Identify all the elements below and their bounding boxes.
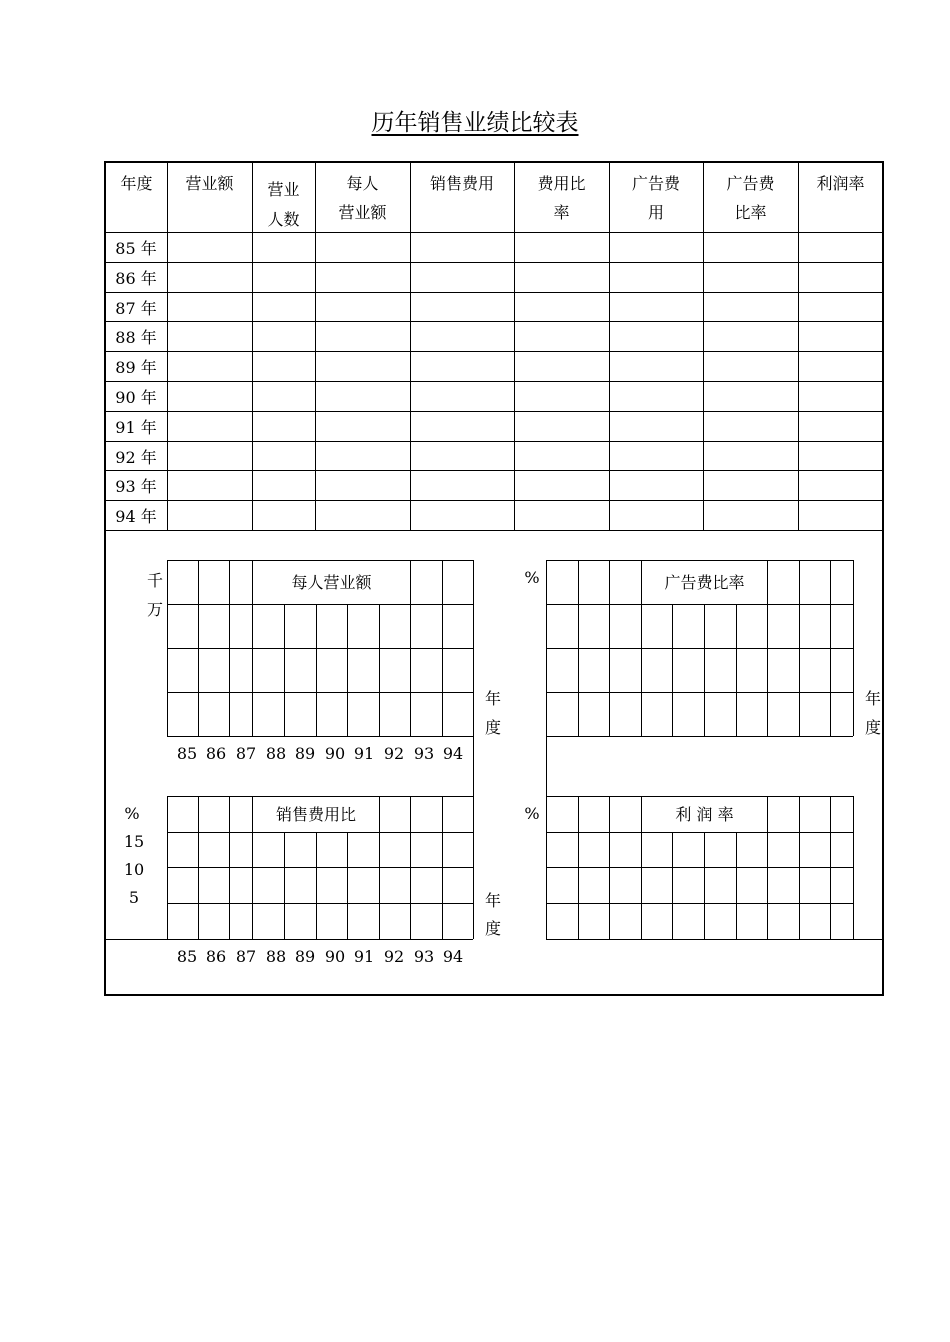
row-divider bbox=[106, 351, 883, 352]
chart-connector-line bbox=[473, 736, 474, 796]
chart-profit-rate-vline bbox=[609, 796, 610, 939]
chart-title: 销售费用比 bbox=[253, 797, 379, 832]
column-header: 营业额 bbox=[185, 174, 234, 193]
x-tick-label-year: 89 bbox=[294, 744, 316, 763]
row-label-year: 85 年 bbox=[115, 239, 157, 258]
column-header: 用 bbox=[647, 203, 664, 222]
document-title: 历年销售业绩比较表 bbox=[371, 110, 579, 136]
column-header: 广告费 bbox=[726, 174, 775, 193]
y-unit-label: % bbox=[524, 568, 540, 587]
chart-sales-per-person-vline bbox=[198, 560, 199, 736]
row-label-year: 89 年 bbox=[115, 358, 157, 378]
chart-profit-rate-vline bbox=[799, 796, 800, 939]
x-unit-label: 度 bbox=[864, 718, 881, 737]
x-tick-label-year: 90 bbox=[324, 744, 346, 763]
chart-profit-rate-hline bbox=[546, 867, 853, 868]
x-tick-label-year: 94 bbox=[442, 947, 464, 966]
row-divider bbox=[106, 262, 883, 263]
column-header: 广告费 bbox=[631, 174, 680, 193]
chart-profit-rate-vline bbox=[853, 796, 854, 939]
y-tick-label: 10 bbox=[123, 860, 145, 879]
chart-connector-line bbox=[546, 736, 547, 796]
row-divider bbox=[106, 321, 883, 322]
chart-profit-rate-hline bbox=[546, 939, 853, 940]
row-divider bbox=[106, 292, 883, 293]
chart-sales-expense-ratio-hline bbox=[167, 832, 473, 833]
x-tick-label-year: 93 bbox=[413, 947, 435, 966]
x-tick-label-year: 86 bbox=[205, 947, 227, 966]
chart-sales-expense-ratio-hline bbox=[167, 939, 473, 940]
y-tick-label: 15 bbox=[123, 832, 145, 851]
chart-sales-expense-ratio-vline bbox=[198, 796, 199, 939]
chart-ad-cost-ratio-vline bbox=[767, 560, 768, 736]
chart-profit-rate-hline bbox=[546, 903, 853, 904]
chart-ad-cost-ratio-hline bbox=[546, 604, 853, 605]
chart-ad-cost-ratio-vline bbox=[799, 560, 800, 736]
chart-ad-cost-ratio-vline bbox=[609, 560, 610, 736]
row-divider bbox=[106, 381, 883, 382]
chart-sales-per-person-hline bbox=[167, 736, 473, 737]
chart-sales-expense-ratio-vline bbox=[442, 796, 443, 939]
x-unit-label: 年 bbox=[864, 689, 881, 708]
x-tick-label-year: 85 bbox=[176, 744, 198, 763]
y-unit-label: % bbox=[524, 804, 540, 823]
column-header: 营业 bbox=[267, 180, 300, 199]
chart-title: 利 润 率 bbox=[642, 797, 767, 832]
chart-profit-rate-vline bbox=[546, 796, 547, 939]
row-divider bbox=[106, 441, 883, 442]
chart-profit-rate-vline bbox=[578, 796, 579, 939]
x-tick-label-year: 89 bbox=[294, 947, 316, 966]
x-tick-label-year: 93 bbox=[413, 744, 435, 763]
x-tick-label-year: 87 bbox=[235, 947, 257, 966]
chart-ad-cost-ratio-vline bbox=[830, 560, 831, 736]
chart-sales-per-person-hline bbox=[167, 692, 473, 693]
row-label-year: 91 年 bbox=[115, 417, 157, 437]
bottom-band-line bbox=[853, 939, 883, 940]
row-label-year: 92 年 bbox=[115, 447, 157, 467]
y-unit-label: % bbox=[124, 804, 140, 823]
chart-sales-per-person-vline bbox=[167, 560, 168, 736]
chart-sales-per-person-vline bbox=[473, 560, 474, 736]
y-unit-label: 千 bbox=[146, 571, 163, 590]
row-label-year: 86 年 bbox=[115, 268, 157, 288]
x-tick-label-year: 92 bbox=[383, 744, 405, 763]
chart-profit-rate-vline bbox=[830, 796, 831, 939]
row-label-year: 88 年 bbox=[115, 328, 157, 348]
chart-ad-cost-ratio-vline bbox=[546, 560, 547, 736]
chart-sales-expense-ratio-vline bbox=[379, 796, 380, 939]
chart-ad-cost-ratio-vline bbox=[578, 560, 579, 736]
chart-sales-per-person-vline bbox=[229, 560, 230, 736]
chart-sales-expense-ratio-hline bbox=[167, 867, 473, 868]
row-label-year: 90 年 bbox=[115, 388, 157, 407]
y-tick-label: 5 bbox=[128, 888, 140, 907]
chart-sales-expense-ratio-vline bbox=[473, 796, 474, 939]
column-header: 年度 bbox=[120, 174, 153, 193]
x-tick-label-year: 88 bbox=[265, 947, 287, 966]
table-bottom-line bbox=[106, 530, 883, 531]
row-label-year: 94 年 bbox=[115, 507, 157, 527]
chart-sales-per-person-hline bbox=[167, 648, 473, 649]
chart-ad-cost-ratio-hline bbox=[546, 648, 853, 649]
row-label-year: 87 年 bbox=[115, 298, 157, 318]
column-divider bbox=[798, 163, 799, 530]
chart-sales-expense-ratio-vline bbox=[410, 796, 411, 939]
x-tick-label-year: 86 bbox=[205, 744, 227, 763]
x-tick-label-year: 92 bbox=[383, 947, 405, 966]
row-divider bbox=[106, 500, 883, 501]
x-unit-label: 度 bbox=[484, 718, 501, 737]
chart-title: 广告费比率 bbox=[642, 561, 767, 604]
x-tick-label-year: 85 bbox=[176, 947, 198, 966]
x-tick-label-year: 88 bbox=[265, 744, 287, 763]
x-tick-label-year: 94 bbox=[442, 744, 464, 763]
row-divider bbox=[106, 411, 883, 412]
column-header: 费用比 bbox=[537, 174, 586, 193]
chart-title: 每人营业额 bbox=[253, 561, 410, 604]
column-header: 利润率 bbox=[816, 174, 865, 193]
header-divider bbox=[106, 232, 883, 233]
chart-ad-cost-ratio-hline bbox=[546, 736, 853, 737]
x-tick-label-year: 90 bbox=[324, 947, 346, 966]
chart-ad-cost-ratio-vline bbox=[853, 560, 854, 736]
column-header: 每人 bbox=[346, 174, 379, 193]
chart-sales-per-person-vline bbox=[442, 560, 443, 736]
x-unit-label: 度 bbox=[484, 919, 501, 938]
x-tick-label-year: 91 bbox=[353, 744, 375, 763]
row-divider bbox=[106, 470, 883, 471]
column-divider bbox=[167, 163, 168, 530]
chart-ad-cost-ratio-hline bbox=[546, 692, 853, 693]
y-unit-label: 万 bbox=[146, 600, 163, 619]
column-divider bbox=[410, 163, 411, 530]
x-tick-label-year: 91 bbox=[353, 947, 375, 966]
chart-sales-per-person-hline bbox=[167, 604, 473, 605]
column-header: 人数 bbox=[267, 210, 300, 229]
chart-sales-expense-ratio-vline bbox=[167, 796, 168, 939]
chart-sales-expense-ratio-hline bbox=[167, 903, 473, 904]
x-tick-label-year: 87 bbox=[235, 744, 257, 763]
x-unit-label: 年 bbox=[484, 689, 501, 708]
chart-sales-per-person-vline bbox=[410, 560, 411, 736]
chart-sales-expense-ratio-vline bbox=[229, 796, 230, 939]
bottom-band-line bbox=[106, 939, 167, 940]
x-unit-label: 年 bbox=[484, 891, 501, 910]
column-header: 营业额 bbox=[338, 203, 387, 222]
column-header: 比率 bbox=[734, 203, 767, 222]
chart-profit-rate-vline bbox=[767, 796, 768, 939]
column-header: 率 bbox=[553, 203, 570, 222]
column-header: 销售费用 bbox=[429, 174, 494, 193]
chart-profit-rate-hline bbox=[546, 832, 853, 833]
row-label-year: 93 年 bbox=[115, 477, 157, 497]
